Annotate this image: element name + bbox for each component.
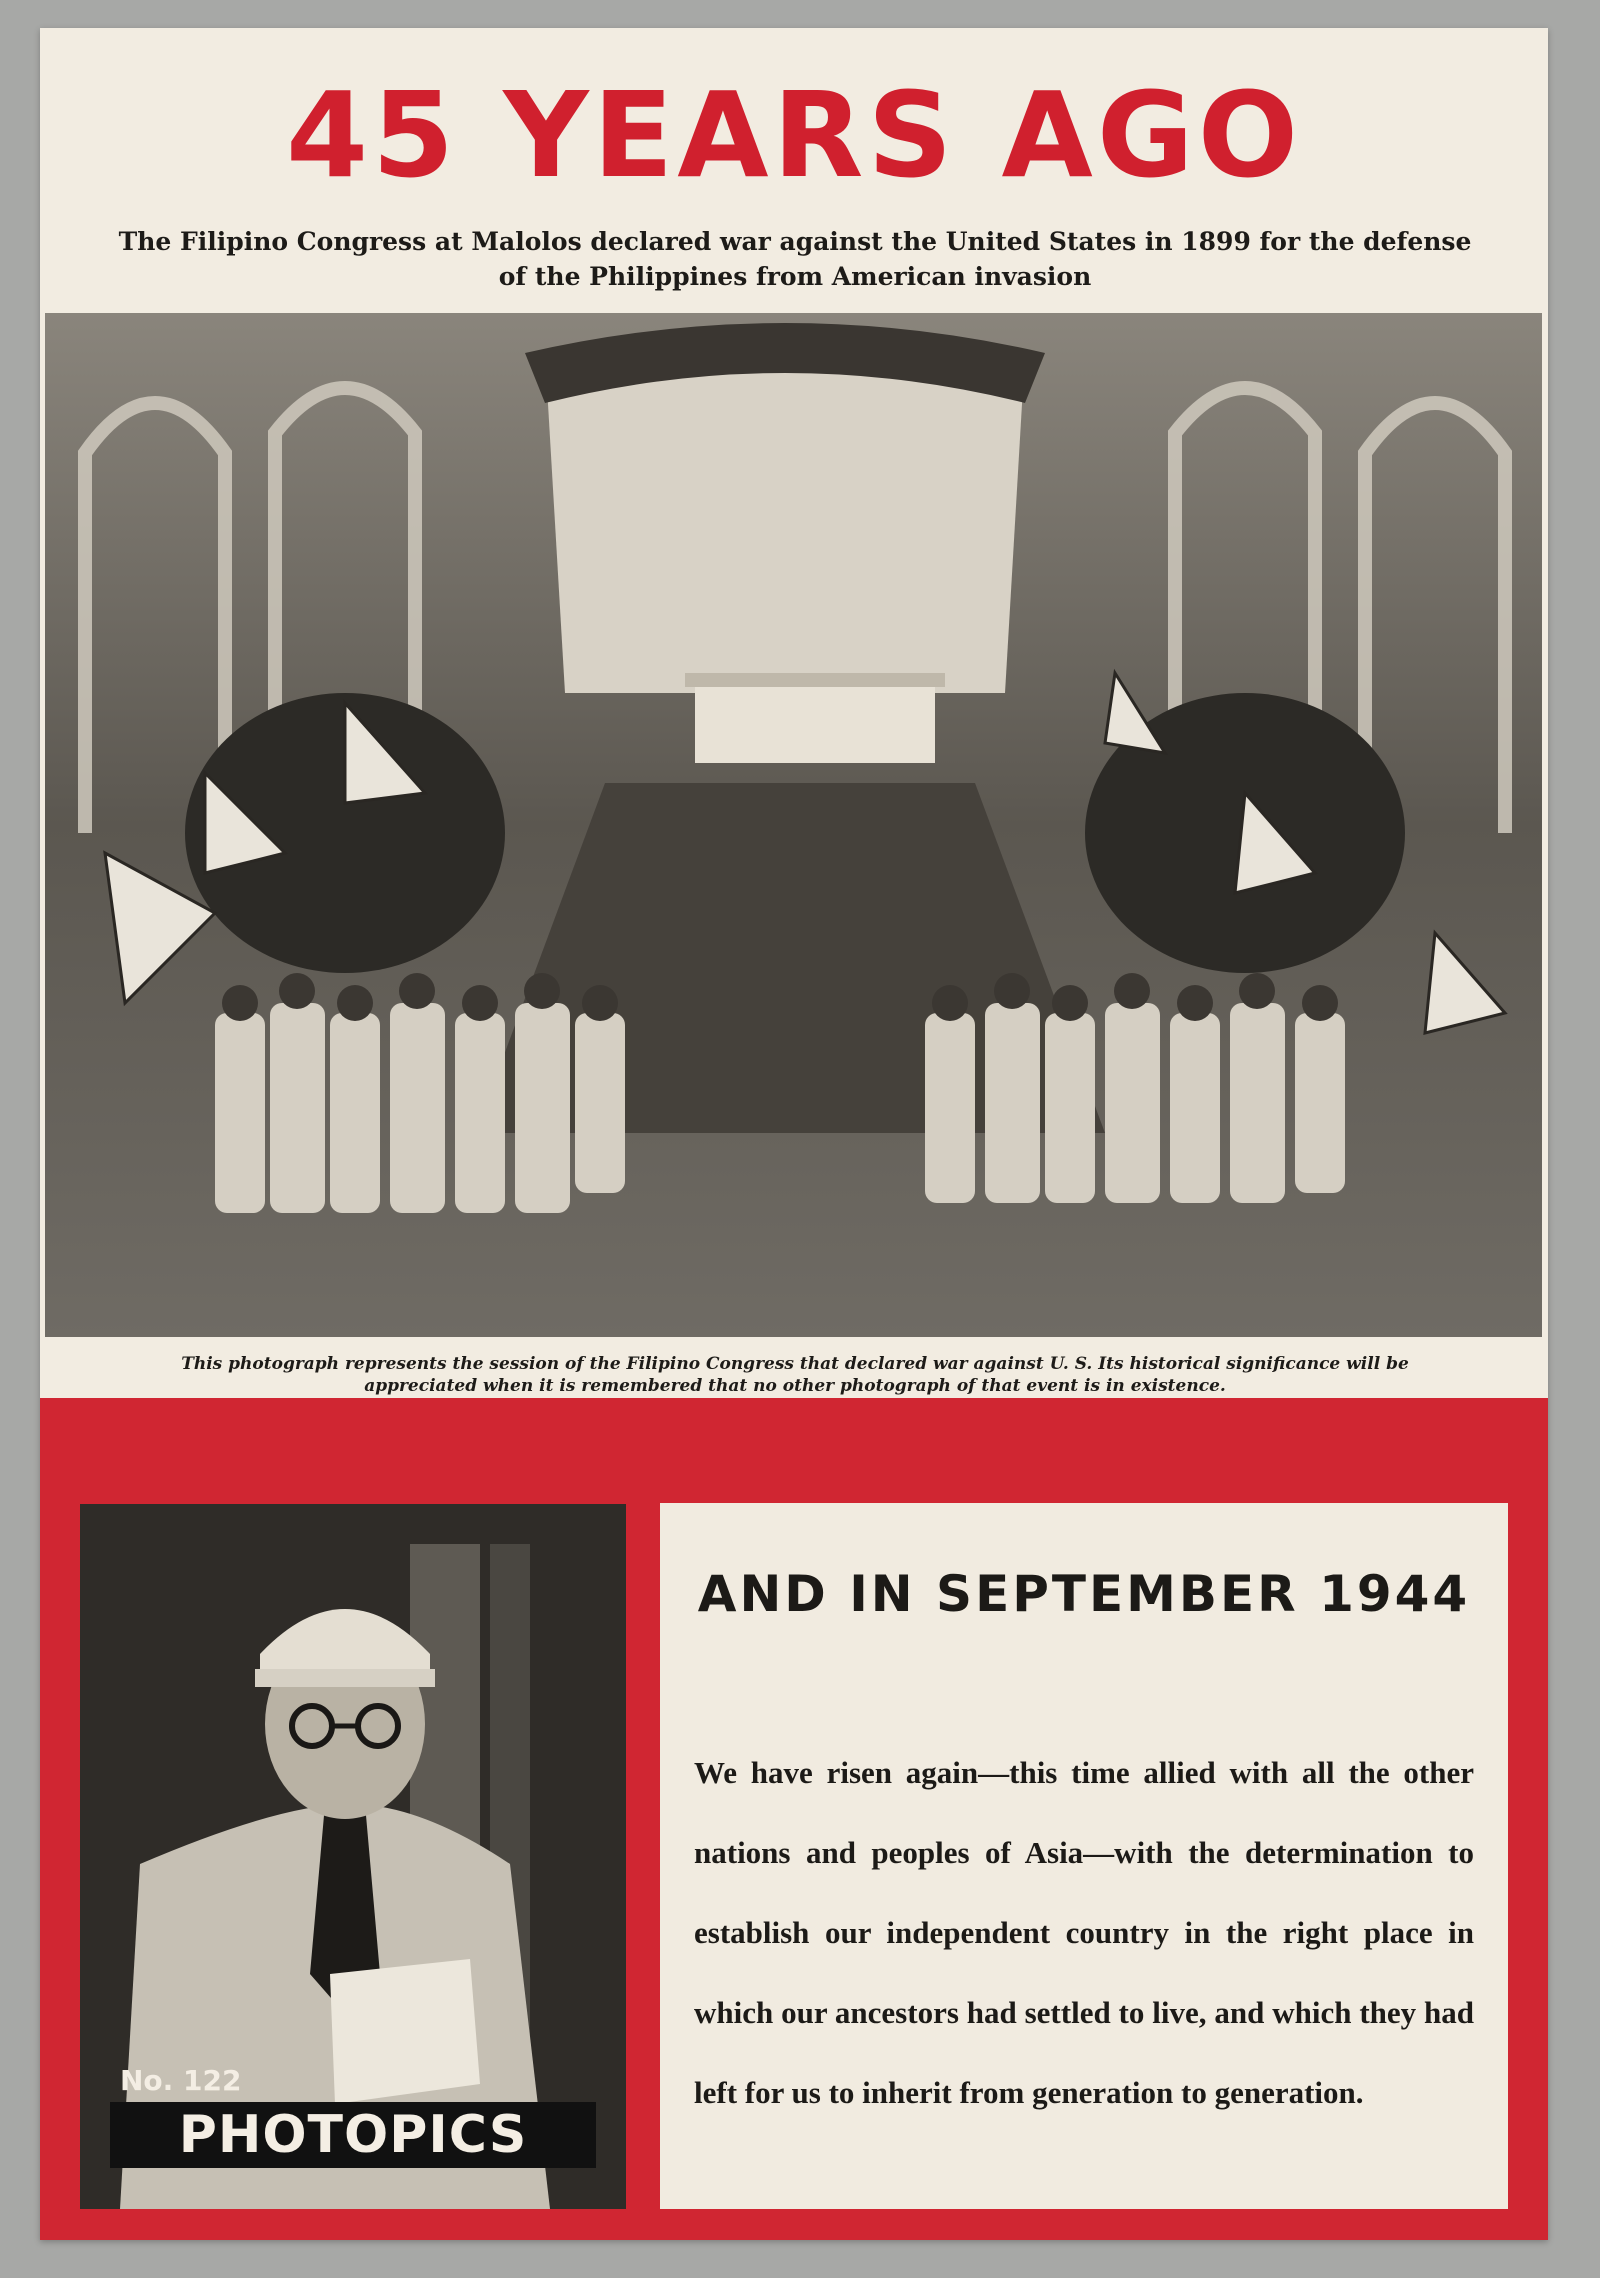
photo-caption: This photograph represents the session of the Filipino Congress that declared war against U. S. Its historical significance will be appreciated when it is remembered that no other photograph of that event is in existence.: [181, 1354, 1409, 1396]
subheadline: The Filipino Congress at Malolos declared war against the United States in 1899 for the defense of the Philippines from American invasion: [118, 227, 1472, 291]
portrait-photo: [80, 1504, 626, 2209]
lower-red-panel: [40, 1398, 1548, 2240]
statement-title: AND IN SEPTEMBER 1944: [697, 1565, 1471, 1623]
congress-photograph: [45, 313, 1542, 1337]
headline: 45 YEARS AGO: [285, 66, 1303, 204]
issue-number: No. 122: [120, 2064, 242, 2097]
statement-body: We have risen again—this time allied with all the other nations and peoples of Asia—with the determination to establish our independent country in the right place in which our ancestors had settled to live, and which they had left for us to inherit from generation to generation.: [694, 1755, 1474, 2110]
congress-photo-illustration: [45, 313, 1542, 1337]
publication-name: PHOTOPICS: [178, 2105, 528, 2165]
statement-box: [660, 1503, 1508, 2209]
publication-logo: [110, 2102, 596, 2168]
poster-sheet: [40, 28, 1548, 2240]
